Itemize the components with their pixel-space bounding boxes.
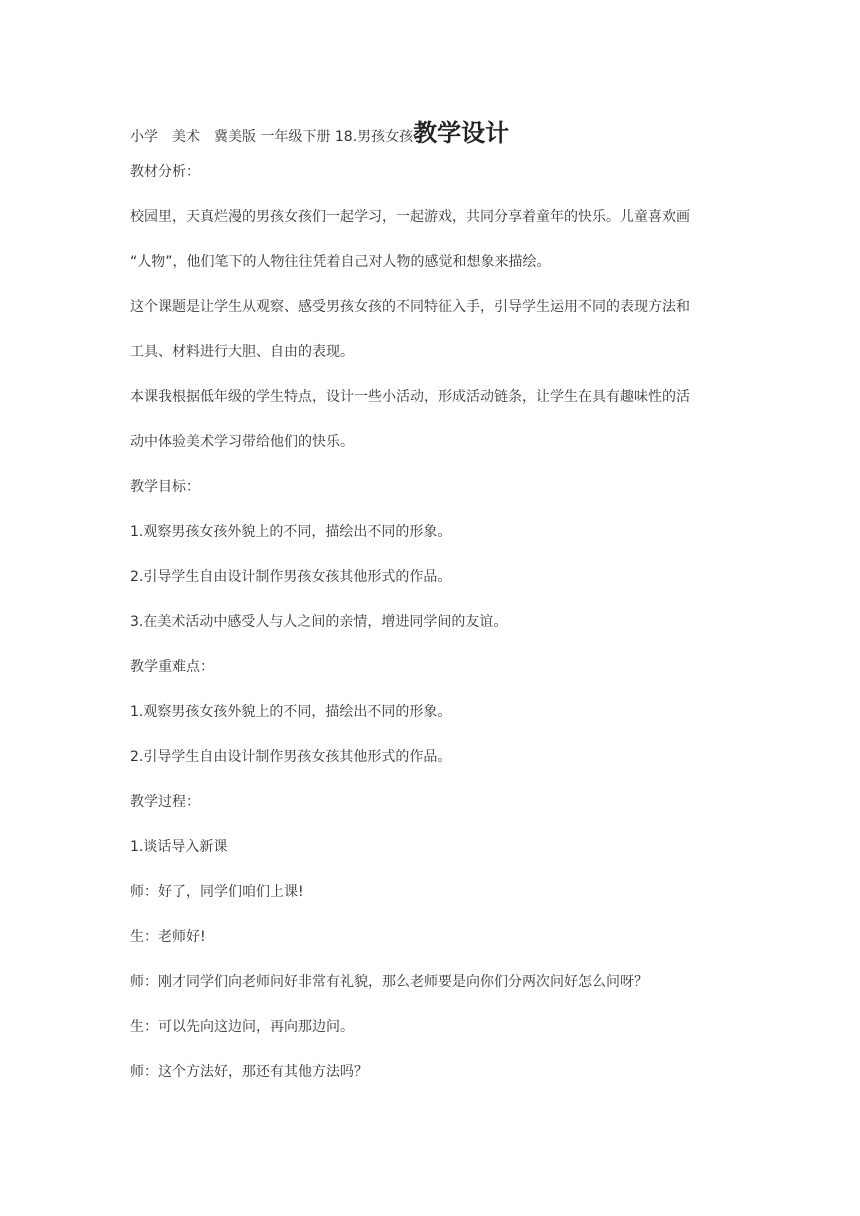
list-item: 2.引导学生自由设计制作男孩女孩其他形式的作品。	[130, 749, 452, 765]
paragraph-line: 这个课题是让学生从观察、感受男孩女孩的不同特征入手，引导学生运用不同的表现方法和	[130, 299, 690, 315]
title-main: 教学设计	[413, 119, 510, 147]
list-item: 1.观察男孩女孩外貌上的不同，描绘出不同的形象。	[130, 704, 452, 720]
dialogue-line: 生：老师好!	[130, 929, 206, 945]
list-item: 2.引导学生自由设计制作男孩女孩其他形式的作品。	[130, 569, 452, 585]
section-heading-teaching-process: 教学过程：	[130, 794, 200, 810]
list-item: 1.谈话导入新课	[130, 839, 228, 855]
dialogue-line: 师：好了，同学们咱们上课!	[130, 884, 304, 900]
section-heading-teaching-goals: 教学目标：	[130, 479, 200, 495]
title-prefix: 小学 美术 冀美版 一年级下册 18.男孩女孩	[130, 129, 414, 145]
section-heading-key-points: 教学重难点：	[130, 659, 214, 675]
list-item: 1.观察男孩女孩外貌上的不同，描绘出不同的形象。	[130, 524, 452, 540]
section-heading-material-analysis: 教材分析：	[130, 164, 200, 180]
dialogue-line: 师：这个方法好，那还有其他方法吗？	[130, 1064, 368, 1080]
paragraph-line: 校园里，天真烂漫的男孩女孩们一起学习，一起游戏，共同分享着童年的快乐。儿童喜欢画	[130, 209, 690, 225]
paragraph-line: 本课我根据低年级的学生特点，设计一些小活动，形成活动链条，让学生在具有趣味性的活	[130, 389, 690, 405]
dialogue-line: 生：可以先向这边问，再向那边问。	[130, 1019, 354, 1035]
paragraph-line: 工具、材料进行大胆、自由的表现。	[130, 344, 354, 360]
document-title	[130, 113, 509, 145]
list-item: 3.在美术活动中感受人与人之间的亲情，增进同学间的友谊。	[130, 614, 508, 630]
paragraph-line: “人物”，他们笔下的人物往往凭着自己对人物的感觉和想象来描绘。	[130, 254, 551, 270]
paragraph-line: 动中体验美术学习带给他们的快乐。	[130, 434, 354, 450]
dialogue-line: 师：刚才同学们向老师问好非常有礼貌，那么老师要是向你们分两次问好怎么问呀？	[130, 974, 648, 990]
